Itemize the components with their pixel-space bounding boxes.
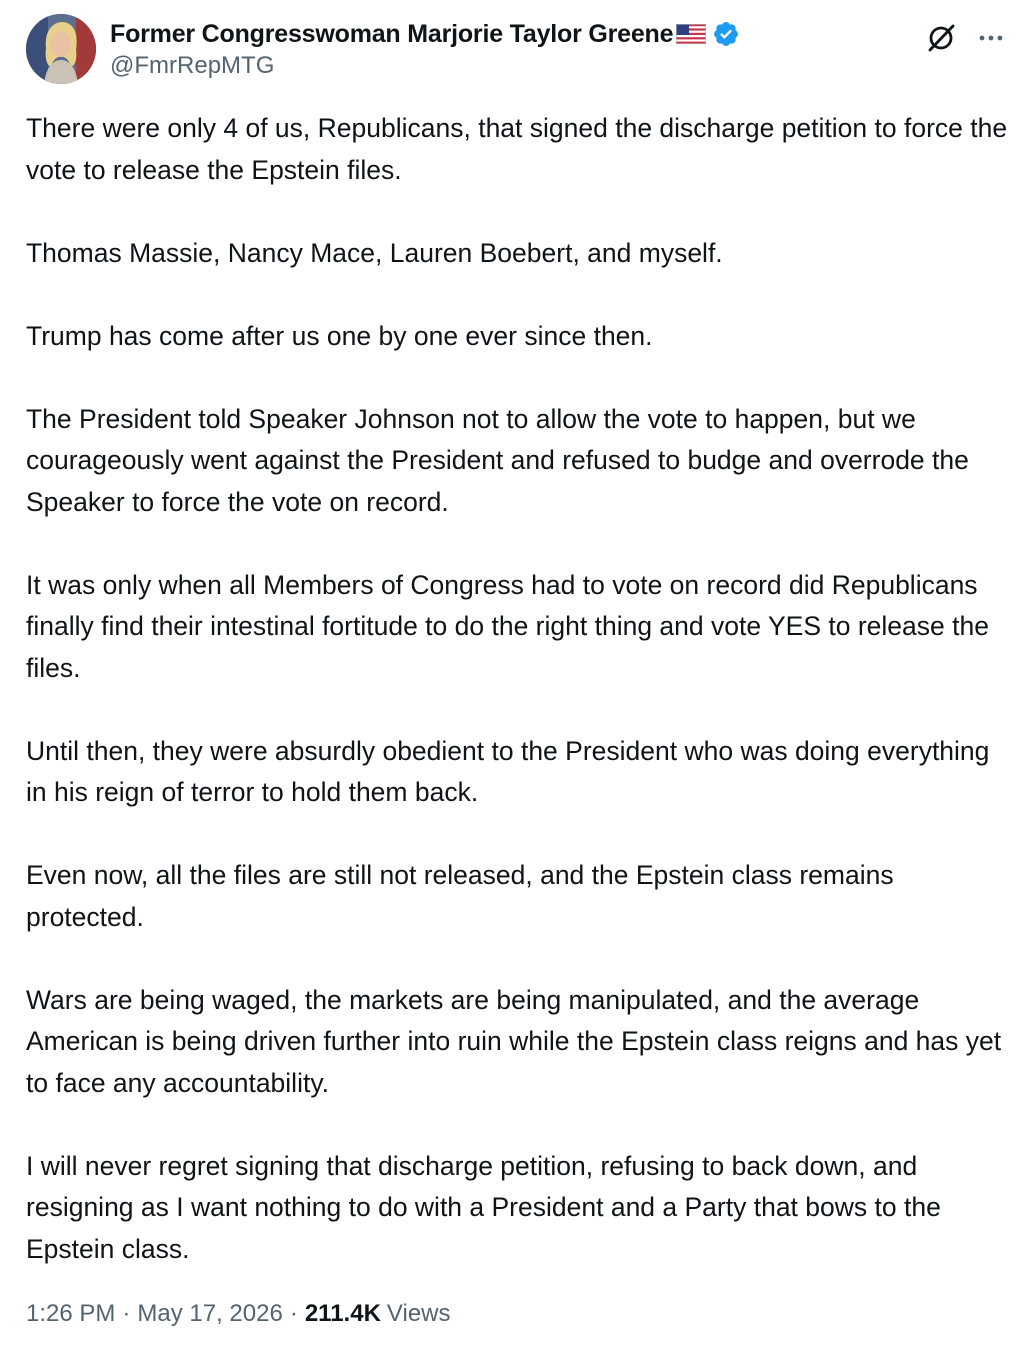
- tweet-paragraph: Wars are being waged, the markets are being manipulated, and the average American is being driven further into ruin while the Epstein class reigns and has yet to face any accountability.: [26, 984, 1002, 1098]
- tweet-paragraph: There were only 4 of us, Republicans, that signed the discharge petition to force the vote to release the Epstein files.: [26, 113, 1008, 185]
- views-count: 211.4K: [304, 1300, 381, 1327]
- tweet-paragraph: Thomas Massie, Nancy Mace, Lauren Boebert, and myself.: [26, 237, 723, 268]
- meta-separator: ·: [122, 1300, 131, 1327]
- avatar[interactable]: [26, 14, 96, 84]
- display-name-row: [110, 18, 740, 50]
- tweet-header: [26, 14, 1006, 88]
- tweet-meta: [26, 1300, 451, 1328]
- meta-separator: ·: [289, 1300, 298, 1327]
- tweet-date[interactable]: May 17, 2026: [137, 1300, 283, 1327]
- tweet-paragraph: The President told Speaker Johnson not to allow the vote to happen, but we courageously went against the President and refused to budge and overrode the Speaker to force the vote on record.: [26, 403, 969, 517]
- more-options-icon[interactable]: [976, 23, 1006, 53]
- tweet-paragraph: Even now, all the files are still not released, and the Epstein class remains protected.: [26, 860, 894, 932]
- tweet-text: [26, 108, 1011, 1270]
- tweet-paragraph: Until then, they were absurdly obedient to the President who was doing everything in his reign of terror to hold them back.: [26, 735, 990, 807]
- us-flag-icon: [676, 24, 706, 44]
- grok-icon[interactable]: [924, 21, 958, 55]
- author-handle[interactable]: @FmrRepMTG: [110, 52, 275, 79]
- tweet-top-actions: [924, 18, 1006, 58]
- tweet-paragraph: It was only when all Members of Congress had to vote on record did Republicans finally find their intestinal fortitude to do the right thing and vote YES to release the files.: [26, 569, 989, 683]
- views-label: Views: [386, 1300, 451, 1327]
- verified-badge-icon[interactable]: [712, 20, 740, 48]
- author-names: [110, 18, 740, 80]
- author-display-name[interactable]: Former Congresswoman Marjorie Taylor Greene: [110, 19, 674, 48]
- tweet-paragraph: Trump has come after us one by one ever since then.: [26, 320, 653, 351]
- avatar-image: [26, 14, 96, 84]
- tweet-time[interactable]: 1:26 PM: [26, 1300, 116, 1327]
- tweet-paragraph: I will never regret signing that discharge petition, refusing to back down, and resigning as I want nothing to do with a President and a Party that bows to the Epstein class.: [26, 1150, 941, 1264]
